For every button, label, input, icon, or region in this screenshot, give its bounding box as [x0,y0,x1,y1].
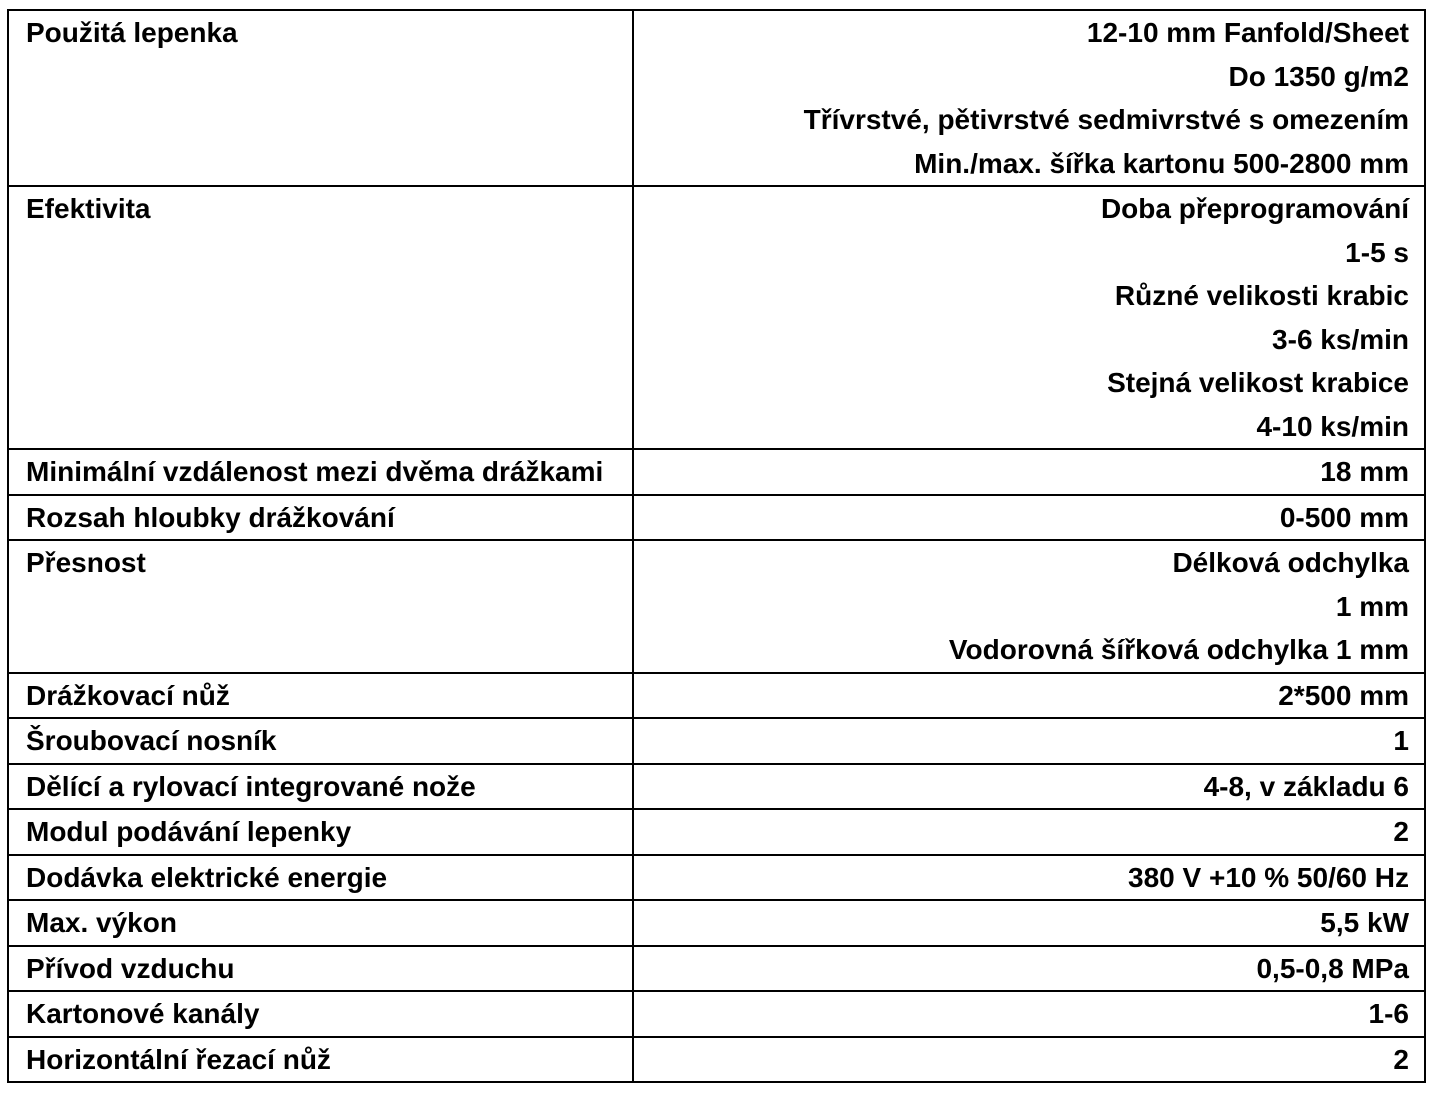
row-value-line: Vodorovná šířková odchylka 1 mm [948,634,1409,665]
table-row [8,186,1425,449]
row-label-cell [8,764,633,810]
row-value-cell [633,900,1425,946]
row-value-line: 2*500 mm [1278,679,1409,711]
specs-table [7,9,1426,1083]
row-value-line: 380 V +10 % 50/60 Hz [1128,861,1409,893]
row-label: Rozsah hloubky drážkování [26,501,395,533]
table-row [8,540,1425,673]
row-value-line: Doba přeprogramování [1100,193,1409,224]
row-label: Dodávka elektrické energie [26,861,388,893]
row-label-cell [8,10,633,186]
row-label-cell [8,900,633,946]
row-value-line: 12-10 mm Fanfold/Sheet [1086,17,1409,48]
row-value-line: 1 [1393,725,1409,756]
row-label: Drážkovací nůž [26,679,230,711]
table-row [8,718,1425,764]
row-label-cell [8,991,633,1037]
row-label-cell [8,495,633,541]
row-value-line: 1 mm [1335,590,1409,622]
row-label: Efektivita [26,193,151,224]
row-value-cell [633,1037,1425,1083]
row-value-cell [633,673,1425,719]
row-label-cell [8,946,633,992]
row-value-cell [633,186,1425,449]
row-value-line: 4-8, v základu 6 [1203,770,1409,802]
row-value-line: Třívrstvé, pětivrstvé sedmivrstvé s omezením [803,104,1409,135]
table-row [8,855,1425,901]
row-label-cell [8,540,633,673]
row-label: Minimální vzdálenost mezi dvěma drážkami [26,456,604,487]
table-row [8,449,1425,495]
row-label: Přívod vzduchu [26,952,235,984]
row-value-cell [633,718,1425,764]
row-label-cell [8,449,633,495]
row-value-line: Do 1350 g/m2 [1228,60,1409,92]
row-value-line: 1-6 [1368,998,1409,1029]
row-value-cell [633,764,1425,810]
table-row [8,673,1425,719]
row-value-cell [633,809,1425,855]
table-row [8,809,1425,855]
row-label: Použitá lepenka [26,17,238,48]
table-row [8,900,1425,946]
row-value-cell [633,495,1425,541]
row-value-line: Délková odchylka [1172,547,1409,578]
row-value-line: 1-5 s [1345,236,1409,268]
table-row [8,10,1425,186]
row-label: Max. výkon [26,907,177,938]
row-value-line: 4-10 ks/min [1256,410,1409,442]
row-label-cell [8,809,633,855]
table-row [8,1037,1425,1083]
row-value-cell [633,449,1425,495]
row-value-line: Různé velikosti krabic [1114,280,1409,311]
row-value-cell [633,540,1425,673]
row-label-cell [8,855,633,901]
row-label: Horizontální řezací nůž [26,1043,331,1075]
row-value-line: 18 mm [1320,456,1409,487]
table-row [8,764,1425,810]
row-label: Modul podávání lepenky [26,816,352,847]
row-value-line: 2 [1393,1043,1409,1075]
row-label-cell [8,673,633,719]
row-label: Šroubovací nosník [26,725,277,756]
row-label: Dělící a rylovací integrované nože [26,770,476,802]
row-value-line: Min./max. šířka kartonu 500-2800 mm [914,147,1409,179]
row-value-line: 3-6 ks/min [1272,323,1409,355]
row-label-cell [8,186,633,449]
row-value-line: 2 [1393,816,1409,847]
row-value-line: 0-500 mm [1279,501,1409,533]
row-label: Kartonové kanály [26,998,260,1029]
table-row [8,495,1425,541]
row-value-cell [633,991,1425,1037]
row-value-line: 5,5 kW [1320,907,1409,938]
row-value-line: 0,5-0,8 MPa [1256,952,1409,984]
row-value-cell [633,855,1425,901]
row-value-cell [633,946,1425,992]
row-label-cell [8,718,633,764]
row-value-line: Stejná velikost krabice [1107,367,1409,398]
row-label-cell [8,1037,633,1083]
table-row [8,991,1425,1037]
row-value-cell [633,10,1425,186]
row-label: Přesnost [26,547,146,578]
table-row [8,946,1425,992]
